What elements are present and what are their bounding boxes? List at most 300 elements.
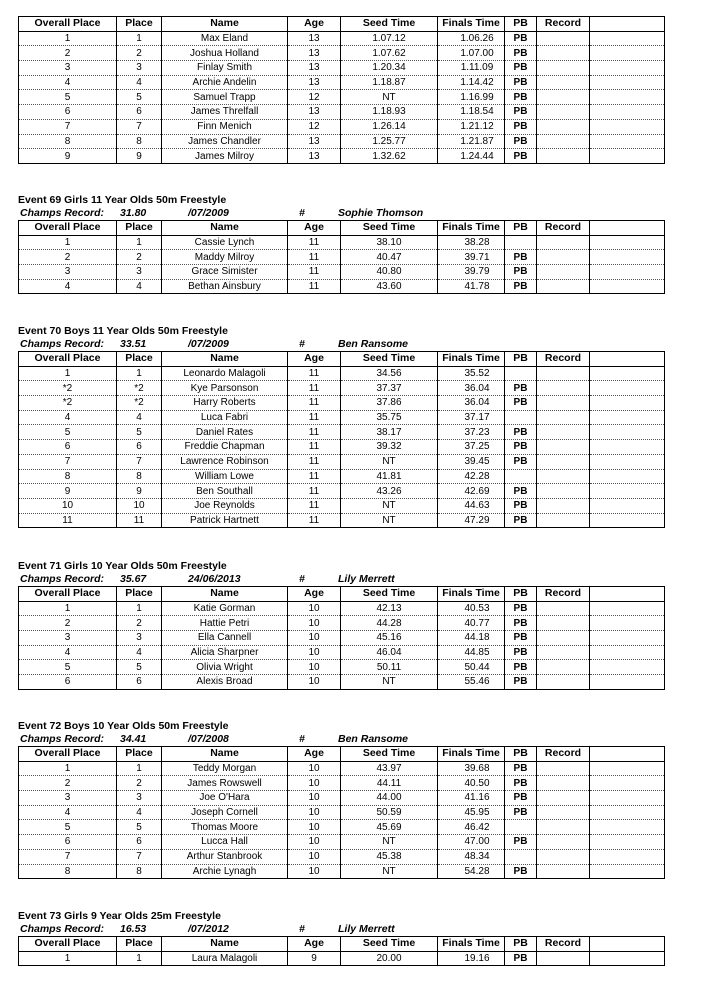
cell-extra — [590, 134, 665, 149]
cell-place: 6 — [117, 105, 162, 120]
cell-name: Finlay Smith — [162, 61, 288, 76]
cell-finals-time: 37.23 — [438, 425, 505, 440]
cell-place: 6 — [117, 440, 162, 455]
header-overall-place: Overall Place — [19, 221, 117, 236]
header-pb: PB — [505, 352, 537, 367]
cell-overall-place: 6 — [19, 675, 117, 690]
cell-record — [537, 820, 590, 835]
cell-seed-time: 1.18.87 — [341, 75, 438, 90]
record-date: /07/2009 — [188, 207, 229, 219]
cell-name: Hattie Petri — [162, 616, 288, 631]
cell-name: William Lowe — [162, 469, 288, 484]
cell-pb: PB — [505, 513, 537, 528]
table-row — [19, 250, 665, 265]
header-extra — [590, 587, 665, 602]
cell-extra — [590, 119, 665, 134]
header-row — [19, 747, 665, 762]
cell-place: *2 — [117, 381, 162, 396]
cell-finals-time: 46.42 — [438, 820, 505, 835]
cell-place: 2 — [117, 776, 162, 791]
cell-extra — [590, 776, 665, 791]
champs-record-label: Champs Record: — [20, 207, 105, 219]
table-row — [19, 440, 665, 455]
cell-overall-place: 1 — [19, 366, 117, 381]
header-finals-time: Finals Time — [438, 352, 505, 367]
cell-pb: PB — [505, 105, 537, 120]
cell-finals-time: 42.69 — [438, 484, 505, 499]
table-row — [19, 835, 665, 850]
cell-pb — [505, 820, 537, 835]
champs-record-label: Champs Record: — [20, 733, 105, 745]
table-row — [19, 805, 665, 820]
header-place: Place — [117, 937, 162, 952]
cell-record — [537, 660, 590, 675]
table-row — [19, 660, 665, 675]
record-hash: # — [299, 338, 305, 350]
cell-extra — [590, 425, 665, 440]
record-time: 35.67 — [120, 573, 147, 585]
table-row — [19, 616, 665, 631]
cell-pb: PB — [505, 805, 537, 820]
cell-pb: PB — [505, 90, 537, 105]
table-row — [19, 46, 665, 61]
cell-finals-time: 38.28 — [438, 235, 505, 250]
table-row — [19, 149, 665, 164]
cell-overall-place: 7 — [19, 849, 117, 864]
results-table — [18, 351, 665, 528]
cell-extra — [590, 31, 665, 46]
cell-place: 1 — [117, 235, 162, 250]
cell-pb: PB — [505, 864, 537, 879]
record-date: /07/2012 — [188, 923, 229, 935]
cell-place: *2 — [117, 396, 162, 411]
cell-extra — [590, 279, 665, 294]
cell-overall-place: 8 — [19, 134, 117, 149]
header-finals-time: Finals Time — [438, 17, 505, 32]
header-place: Place — [117, 17, 162, 32]
table-row — [19, 265, 665, 280]
cell-age: 11 — [288, 484, 341, 499]
cell-seed-time: 1.07.62 — [341, 46, 438, 61]
cell-pb — [505, 849, 537, 864]
header-finals-time: Finals Time — [438, 221, 505, 236]
champs-record-line — [18, 923, 664, 936]
cell-age: 10 — [288, 761, 341, 776]
cell-extra — [590, 601, 665, 616]
cell-name: Joshua Holland — [162, 46, 288, 61]
cell-seed-time: 42.13 — [341, 601, 438, 616]
cell-pb: PB — [505, 31, 537, 46]
cell-record — [537, 440, 590, 455]
header-record: Record — [537, 221, 590, 236]
record-time: 16.53 — [120, 923, 147, 935]
record-hash: # — [299, 923, 305, 935]
cell-place: 9 — [117, 149, 162, 164]
cell-finals-time: 1.24.44 — [438, 149, 505, 164]
event-title: Event 71 Girls 10 Year Olds 50m Freestyle — [18, 560, 227, 572]
table-row — [19, 119, 665, 134]
header-seed-time: Seed Time — [341, 17, 438, 32]
cell-record — [537, 105, 590, 120]
cell-age: 10 — [288, 805, 341, 820]
cell-age: 10 — [288, 660, 341, 675]
cell-finals-time: 1.14.42 — [438, 75, 505, 90]
results-table — [18, 220, 665, 294]
table-row — [19, 849, 665, 864]
cell-finals-time: 45.95 — [438, 805, 505, 820]
cell-seed-time: 38.17 — [341, 425, 438, 440]
cell-pb: PB — [505, 396, 537, 411]
cell-place: 10 — [117, 498, 162, 513]
cell-extra — [590, 265, 665, 280]
cell-age: 11 — [288, 410, 341, 425]
cell-finals-time: 50.44 — [438, 660, 505, 675]
record-time: 31.80 — [120, 207, 147, 219]
header-seed-time: Seed Time — [341, 221, 438, 236]
cell-overall-place: *2 — [19, 396, 117, 411]
cell-finals-time: 42.28 — [438, 469, 505, 484]
cell-age: 10 — [288, 864, 341, 879]
cell-record — [537, 396, 590, 411]
header-place: Place — [117, 587, 162, 602]
cell-seed-time: 41.81 — [341, 469, 438, 484]
cell-seed-time: 50.11 — [341, 660, 438, 675]
champs-record-label: Champs Record: — [20, 338, 105, 350]
cell-record — [537, 498, 590, 513]
cell-record — [537, 616, 590, 631]
cell-finals-time: 1.21.12 — [438, 119, 505, 134]
cell-finals-time: 40.77 — [438, 616, 505, 631]
cell-overall-place: 9 — [19, 149, 117, 164]
cell-pb: PB — [505, 835, 537, 850]
cell-seed-time: 37.37 — [341, 381, 438, 396]
cell-record — [537, 381, 590, 396]
header-record: Record — [537, 587, 590, 602]
cell-overall-place: 8 — [19, 469, 117, 484]
event-title: Event 72 Boys 10 Year Olds 50m Freestyle — [18, 720, 229, 732]
table-row — [19, 469, 665, 484]
cell-record — [537, 791, 590, 806]
cell-record — [537, 134, 590, 149]
header-extra — [590, 221, 665, 236]
cell-age: 11 — [288, 469, 341, 484]
cell-record — [537, 675, 590, 690]
cell-seed-time: 44.11 — [341, 776, 438, 791]
cell-name: Joseph Cornell — [162, 805, 288, 820]
cell-finals-time: 44.63 — [438, 498, 505, 513]
cell-finals-time: 37.17 — [438, 410, 505, 425]
record-holder: Lily Merrett — [338, 923, 395, 935]
cell-finals-time: 35.52 — [438, 366, 505, 381]
cell-finals-time: 41.16 — [438, 791, 505, 806]
cell-seed-time: 43.60 — [341, 279, 438, 294]
cell-name: Laura Malagoli — [162, 951, 288, 966]
cell-extra — [590, 469, 665, 484]
cell-seed-time: 50.59 — [341, 805, 438, 820]
cell-finals-time: 39.71 — [438, 250, 505, 265]
cell-seed-time: 1.25.77 — [341, 134, 438, 149]
cell-place: 3 — [117, 61, 162, 76]
cell-extra — [590, 864, 665, 879]
header-extra — [590, 747, 665, 762]
cell-overall-place: 6 — [19, 440, 117, 455]
cell-place: 9 — [117, 484, 162, 499]
cell-pb — [505, 366, 537, 381]
cell-pb: PB — [505, 616, 537, 631]
header-name: Name — [162, 221, 288, 236]
cell-extra — [590, 835, 665, 850]
cell-pb: PB — [505, 265, 537, 280]
cell-finals-time: 54.28 — [438, 864, 505, 879]
cell-record — [537, 61, 590, 76]
header-extra — [590, 352, 665, 367]
cell-pb: PB — [505, 440, 537, 455]
cell-name: Harry Roberts — [162, 396, 288, 411]
cell-finals-time: 1.11.09 — [438, 61, 505, 76]
cell-age: 11 — [288, 454, 341, 469]
cell-seed-time: 38.10 — [341, 235, 438, 250]
header-finals-time: Finals Time — [438, 587, 505, 602]
cell-overall-place: 4 — [19, 645, 117, 660]
champs-record-line — [18, 338, 664, 351]
cell-record — [537, 454, 590, 469]
table-row — [19, 761, 665, 776]
cell-finals-time: 40.50 — [438, 776, 505, 791]
cell-seed-time: NT — [341, 90, 438, 105]
cell-name: Olivia Wright — [162, 660, 288, 675]
cell-pb: PB — [505, 631, 537, 646]
cell-place: 5 — [117, 820, 162, 835]
cell-extra — [590, 761, 665, 776]
cell-place: 11 — [117, 513, 162, 528]
header-pb: PB — [505, 221, 537, 236]
cell-record — [537, 235, 590, 250]
cell-place: 4 — [117, 645, 162, 660]
cell-name: Arthur Stanbrook — [162, 849, 288, 864]
cell-extra — [590, 454, 665, 469]
cell-name: Lucca Hall — [162, 835, 288, 850]
cell-overall-place: *2 — [19, 381, 117, 396]
table-row — [19, 864, 665, 879]
cell-name: Archie Lynagh — [162, 864, 288, 879]
cell-name: James Threlfall — [162, 105, 288, 120]
table-row — [19, 235, 665, 250]
cell-age: 11 — [288, 440, 341, 455]
champs-record-label: Champs Record: — [20, 923, 105, 935]
cell-seed-time: 20.00 — [341, 951, 438, 966]
header-name: Name — [162, 587, 288, 602]
cell-record — [537, 265, 590, 280]
cell-age: 9 — [288, 951, 341, 966]
cell-overall-place: 3 — [19, 791, 117, 806]
cell-age: 13 — [288, 75, 341, 90]
record-holder: Lily Merrett — [338, 573, 395, 585]
cell-extra — [590, 820, 665, 835]
header-age: Age — [288, 17, 341, 32]
cell-finals-time: 41.78 — [438, 279, 505, 294]
cell-overall-place: 3 — [19, 61, 117, 76]
cell-record — [537, 366, 590, 381]
record-date: 24/06/2013 — [188, 573, 241, 585]
header-record: Record — [537, 747, 590, 762]
cell-record — [537, 149, 590, 164]
header-overall-place: Overall Place — [19, 937, 117, 952]
table-row — [19, 105, 665, 120]
cell-age: 13 — [288, 46, 341, 61]
cell-pb: PB — [505, 791, 537, 806]
header-overall-place: Overall Place — [19, 352, 117, 367]
header-name: Name — [162, 352, 288, 367]
cell-pb — [505, 410, 537, 425]
record-hash: # — [299, 733, 305, 745]
header-row — [19, 17, 665, 32]
cell-seed-time: NT — [341, 675, 438, 690]
record-holder: Ben Ransome — [338, 733, 409, 745]
cell-age: 10 — [288, 616, 341, 631]
cell-extra — [590, 396, 665, 411]
cell-name: Archie Andelin — [162, 75, 288, 90]
cell-overall-place: 2 — [19, 46, 117, 61]
table-row — [19, 366, 665, 381]
cell-name: Maddy Milroy — [162, 250, 288, 265]
cell-extra — [590, 149, 665, 164]
results-table — [18, 586, 665, 690]
record-hash: # — [299, 207, 305, 219]
cell-place: 5 — [117, 660, 162, 675]
cell-overall-place: 2 — [19, 776, 117, 791]
cell-record — [537, 425, 590, 440]
cell-finals-time: 55.46 — [438, 675, 505, 690]
cell-place: 6 — [117, 835, 162, 850]
header-pb: PB — [505, 17, 537, 32]
cell-place: 4 — [117, 279, 162, 294]
cell-age: 11 — [288, 513, 341, 528]
cell-place: 3 — [117, 265, 162, 280]
header-finals-time: Finals Time — [438, 747, 505, 762]
cell-name: Ella Cannell — [162, 631, 288, 646]
cell-pb: PB — [505, 484, 537, 499]
header-seed-time: Seed Time — [341, 747, 438, 762]
record-holder: Sophie Thomson — [338, 207, 424, 219]
cell-age: 10 — [288, 631, 341, 646]
cell-record — [537, 776, 590, 791]
header-place: Place — [117, 352, 162, 367]
table-row — [19, 631, 665, 646]
cell-name: Grace Simister — [162, 265, 288, 280]
cell-name: Alexis Broad — [162, 675, 288, 690]
cell-seed-time: NT — [341, 864, 438, 879]
cell-finals-time: 19.16 — [438, 951, 505, 966]
cell-age: 13 — [288, 61, 341, 76]
cell-record — [537, 484, 590, 499]
cell-name: Patrick Hartnett — [162, 513, 288, 528]
cell-extra — [590, 951, 665, 966]
cell-name: Daniel Rates — [162, 425, 288, 440]
header-record: Record — [537, 352, 590, 367]
cell-age: 10 — [288, 820, 341, 835]
cell-record — [537, 75, 590, 90]
cell-record — [537, 250, 590, 265]
header-extra — [590, 937, 665, 952]
event-block — [18, 16, 664, 164]
cell-pb — [505, 469, 537, 484]
cell-place: 5 — [117, 90, 162, 105]
record-date: /07/2009 — [188, 338, 229, 350]
cell-place: 4 — [117, 410, 162, 425]
cell-record — [537, 835, 590, 850]
cell-place: 1 — [117, 761, 162, 776]
cell-finals-time: 47.29 — [438, 513, 505, 528]
table-row — [19, 951, 665, 966]
header-place: Place — [117, 747, 162, 762]
cell-age: 13 — [288, 134, 341, 149]
cell-seed-time: NT — [341, 513, 438, 528]
header-pb: PB — [505, 747, 537, 762]
cell-overall-place: 5 — [19, 425, 117, 440]
champs-record-line — [18, 573, 664, 586]
cell-finals-time: 1.07.00 — [438, 46, 505, 61]
cell-overall-place: 6 — [19, 835, 117, 850]
cell-age: 11 — [288, 425, 341, 440]
cell-seed-time: NT — [341, 454, 438, 469]
cell-overall-place: 8 — [19, 864, 117, 879]
event-block — [18, 560, 664, 690]
cell-record — [537, 951, 590, 966]
cell-record — [537, 601, 590, 616]
cell-place: 2 — [117, 616, 162, 631]
cell-overall-place: 4 — [19, 805, 117, 820]
cell-pb: PB — [505, 250, 537, 265]
record-time: 34.41 — [120, 733, 147, 745]
cell-name: Leonardo Malagoli — [162, 366, 288, 381]
cell-age: 10 — [288, 776, 341, 791]
cell-extra — [590, 75, 665, 90]
cell-place: 8 — [117, 469, 162, 484]
event-block — [18, 325, 664, 528]
cell-record — [537, 469, 590, 484]
cell-record — [537, 410, 590, 425]
cell-finals-time: 37.25 — [438, 440, 505, 455]
cell-name: Alicia Sharpner — [162, 645, 288, 660]
table-row — [19, 31, 665, 46]
table-row — [19, 820, 665, 835]
cell-extra — [590, 805, 665, 820]
cell-name: James Rowswell — [162, 776, 288, 791]
cell-overall-place: 10 — [19, 498, 117, 513]
cell-name: Lawrence Robinson — [162, 454, 288, 469]
cell-name: Teddy Morgan — [162, 761, 288, 776]
header-age: Age — [288, 747, 341, 762]
cell-place: 2 — [117, 250, 162, 265]
cell-name: Finn Menich — [162, 119, 288, 134]
cell-seed-time: 40.80 — [341, 265, 438, 280]
cell-extra — [590, 250, 665, 265]
cell-overall-place: 1 — [19, 31, 117, 46]
event-title: Event 69 Girls 11 Year Olds 50m Freestyle — [18, 194, 227, 206]
cell-pb: PB — [505, 951, 537, 966]
table-row — [19, 513, 665, 528]
cell-overall-place: 7 — [19, 119, 117, 134]
cell-seed-time: NT — [341, 498, 438, 513]
table-row — [19, 425, 665, 440]
cell-pb: PB — [505, 645, 537, 660]
cell-age: 11 — [288, 396, 341, 411]
cell-age: 11 — [288, 265, 341, 280]
header-name: Name — [162, 747, 288, 762]
table-row — [19, 675, 665, 690]
cell-seed-time: 44.00 — [341, 791, 438, 806]
cell-extra — [590, 675, 665, 690]
